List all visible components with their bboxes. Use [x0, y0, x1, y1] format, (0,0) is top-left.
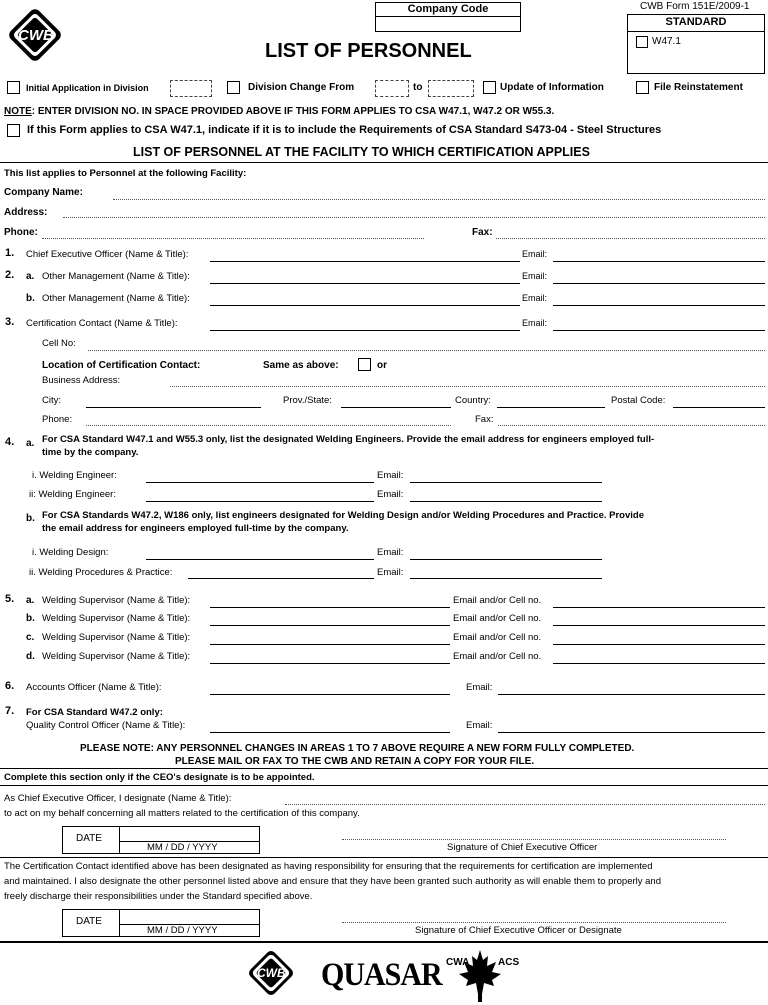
- division-change-label: Division Change From: [248, 82, 355, 93]
- welding-procedures-email-label: Email:: [377, 567, 404, 578]
- item-2a-letter: a.: [26, 271, 35, 282]
- qc-officer-field[interactable]: [210, 732, 450, 733]
- item-3-number: 3.: [5, 316, 15, 328]
- designate-line-2: to act on my behalf concerning all matters related to the certification of this company.: [4, 808, 360, 819]
- form-id: CWB Form 151E/2009-1: [640, 1, 750, 12]
- accounts-officer-field[interactable]: [210, 694, 450, 695]
- company-code-label: Company Code: [376, 3, 520, 17]
- postal-label: Postal Code:: [611, 395, 666, 406]
- welding-engineer-1-email-label: Email:: [377, 470, 404, 481]
- welding-supervisor-d-label: Welding Supervisor (Name & Title):: [42, 651, 191, 662]
- designate-date-format: MM / DD / YYYY: [147, 842, 218, 853]
- file-reinstatement-checkbox[interactable]: [636, 81, 649, 94]
- welding-design-field[interactable]: [146, 559, 374, 560]
- item-5d-letter: d.: [26, 651, 35, 662]
- other-mgmt-b-email-label: Email:: [522, 293, 548, 303]
- welding-supervisor-d-email-field[interactable]: [553, 663, 765, 664]
- contact-phone-field[interactable]: [86, 425, 451, 426]
- item-2b-letter: b.: [26, 293, 35, 304]
- ceo-date-label: DATE: [76, 916, 102, 927]
- welding-engineer-2-email-field[interactable]: [410, 501, 602, 502]
- welding-supervisor-a-email-label: Email and/or Cell no.: [453, 595, 542, 606]
- welding-engineer-2-label: ii: Welding Engineer:: [29, 489, 116, 500]
- company-code-field[interactable]: [375, 2, 521, 32]
- other-mgmt-a-email-field[interactable]: [553, 283, 765, 284]
- welding-engineer-2-field[interactable]: [146, 501, 374, 502]
- city-field[interactable]: [86, 407, 261, 408]
- responsibility-p3: freely discharge their responsibilities under the Standard specified above.: [4, 891, 313, 902]
- fax-field[interactable]: [496, 238, 765, 239]
- welding-design-email-field[interactable]: [410, 559, 602, 560]
- item-4-number: 4.: [5, 436, 15, 448]
- cwa-text: CWA: [446, 957, 470, 968]
- business-address-label: Business Address:: [42, 375, 121, 386]
- initial-application-checkbox[interactable]: [7, 81, 20, 94]
- w472-only-label: For CSA Standard W47.2 only:: [26, 707, 163, 718]
- qc-officer-email-label: Email:: [466, 720, 493, 731]
- cwb-logo: [6, 6, 64, 64]
- cert-contact-label: Certification Contact (Name & Title):: [26, 318, 178, 329]
- division-from-input[interactable]: [375, 80, 409, 97]
- country-label: Country:: [455, 395, 491, 406]
- business-address-field[interactable]: [170, 386, 765, 387]
- item-2-number: 2.: [5, 269, 15, 281]
- section-subtitle: LIST OF PERSONNEL AT THE FACILITY TO WHICH CERTIFICATION APPLIES: [133, 145, 590, 159]
- page-title: LIST OF PERSONNEL: [265, 40, 472, 62]
- to-label: to: [413, 82, 423, 93]
- division-change-checkbox[interactable]: [227, 81, 240, 94]
- standard-box: [627, 14, 765, 74]
- item-7-number: 7.: [5, 705, 15, 717]
- contact-fax-field[interactable]: [498, 425, 765, 426]
- ceo-signature-line[interactable]: [342, 922, 726, 923]
- acs-text: ACS: [498, 957, 520, 968]
- welding-supervisor-c-email-field[interactable]: [553, 644, 765, 645]
- cell-label: Cell No:: [42, 338, 76, 349]
- initial-application-label: Initial Application in Division: [26, 83, 149, 93]
- prov-field[interactable]: [341, 407, 451, 408]
- welding-supervisor-c-field[interactable]: [210, 644, 450, 645]
- postal-field[interactable]: [673, 407, 765, 408]
- division-to-input[interactable]: [428, 80, 474, 97]
- designate-signature-label: Signature of Chief Executive Officer: [447, 842, 598, 853]
- cell-field[interactable]: [88, 350, 765, 351]
- responsibility-p2: and maintained. I also designate the other personnel listed above and ensure that they have been granted such authority as will enable them to properly and: [4, 876, 661, 887]
- w471-label: W47.1: [652, 36, 681, 47]
- welding-supervisor-a-label: Welding Supervisor (Name & Title):: [42, 595, 191, 606]
- note-text: : ENTER DIVISION NO. IN SPACE PROVIDED ABOVE IF THIS FORM APPLIES TO CSA W47.1, W47.2 OR W55.3.: [31, 106, 555, 117]
- city-label: City:: [42, 395, 61, 406]
- welding-supervisor-d-field[interactable]: [210, 663, 450, 664]
- ceo-email-field[interactable]: [553, 261, 765, 262]
- file-reinstatement-label: File Reinstatement: [654, 82, 743, 93]
- ceo-signature-label: Signature of Chief Executive Officer or Designate: [415, 925, 622, 936]
- other-mgmt-b-field[interactable]: [210, 305, 520, 306]
- same-as-above-checkbox[interactable]: [358, 358, 371, 371]
- welding-engineer-2-email-label: Email:: [377, 489, 404, 500]
- contact-phone-label: Phone:: [42, 414, 73, 425]
- welding-procedures-label: ii. Welding Procedures & Practice:: [29, 567, 173, 578]
- designate-signature-line[interactable]: [342, 839, 726, 840]
- item-4b-text-2: the email address for engineers employed full-time by the company.: [42, 523, 349, 534]
- item-4a-text-2: time by the company.: [42, 447, 139, 458]
- designate-line-1: As Chief Executive Officer, I designate (Name & Title):: [4, 793, 232, 804]
- quasar-logo: QUASAR: [321, 956, 442, 993]
- cwb-logo-text: CWB: [18, 27, 54, 44]
- item-6-number: 6.: [5, 680, 15, 692]
- ceo-field[interactable]: [210, 261, 520, 262]
- accounts-officer-email-label: Email:: [466, 682, 493, 693]
- welding-supervisor-b-email-label: Email and/or Cell no.: [453, 613, 542, 624]
- update-info-label: Update of Information: [500, 82, 604, 93]
- please-note-line-1: PLEASE NOTE: ANY PERSONNEL CHANGES IN AREAS 1 TO 7 ABOVE REQUIRE A NEW FORM FULLY COMPLETED.: [80, 743, 635, 754]
- s473-label: If this Form applies to CSA W47.1, indicate if it is to include the Requirements of CSA Standard S473-04 - Steel Structures: [27, 124, 662, 136]
- ceo-email-label: Email:: [522, 249, 548, 259]
- item-4b-letter: b.: [26, 513, 35, 524]
- other-mgmt-a-email-label: Email:: [522, 271, 548, 281]
- item-5c-letter: c.: [26, 632, 35, 643]
- welding-supervisor-a-field[interactable]: [210, 607, 450, 608]
- cert-contact-email-label: Email:: [522, 318, 548, 328]
- country-field[interactable]: [497, 407, 605, 408]
- accounts-officer-label: Accounts Officer (Name & Title):: [26, 682, 162, 693]
- same-as-above-label: Same as above:: [263, 360, 339, 371]
- company-name-field[interactable]: [113, 199, 765, 200]
- welding-design-email-label: Email:: [377, 547, 404, 558]
- footer-cwb-logo: [246, 948, 296, 998]
- other-mgmt-a-label: Other Management (Name & Title):: [42, 271, 190, 282]
- contact-fax-label: Fax:: [475, 414, 494, 425]
- welding-engineer-1-email-field[interactable]: [410, 482, 602, 483]
- please-note-line-2: PLEASE MAIL OR FAX TO THE CWB AND RETAIN A COPY FOR YOUR FILE.: [175, 756, 535, 767]
- other-mgmt-a-field[interactable]: [210, 283, 520, 284]
- item-5b-letter: b.: [26, 613, 35, 624]
- designate-date-label: DATE: [76, 833, 102, 844]
- fax-label: Fax:: [472, 227, 493, 238]
- item-4b-text: For CSA Standards W47.2, W186 only, list engineers designated for Welding Design and/or Welding Procedures and Practice. Provide: [42, 510, 644, 521]
- other-mgmt-b-label: Other Management (Name & Title):: [42, 293, 190, 304]
- qc-officer-label: Quality Control Officer (Name & Title):: [26, 720, 186, 731]
- company-name-label: Company Name:: [4, 187, 83, 198]
- welding-supervisor-c-email-label: Email and/or Cell no.: [453, 632, 542, 643]
- item-5-number: 5.: [5, 593, 15, 605]
- welding-engineer-1-label: i. Welding Engineer:: [32, 470, 117, 481]
- welding-supervisor-a-email-field[interactable]: [553, 607, 765, 608]
- update-info-checkbox[interactable]: [483, 81, 496, 94]
- item-4a-text: For CSA Standard W47.1 and W55.3 only, list the designated Welding Engineers. Provide the email address for engineers employed full-: [42, 434, 655, 445]
- item-5a-letter: a.: [26, 595, 35, 606]
- welding-procedures-field[interactable]: [188, 578, 374, 579]
- or-label: or: [377, 360, 387, 371]
- address-field[interactable]: [63, 217, 765, 218]
- welding-procedures-email-field[interactable]: [410, 578, 602, 579]
- cwa-acs-logo: [446, 948, 518, 1004]
- cert-contact-email-field[interactable]: [553, 330, 765, 331]
- welding-engineer-1-field[interactable]: [146, 482, 374, 483]
- welding-supervisor-b-label: Welding Supervisor (Name & Title):: [42, 613, 191, 624]
- qc-officer-email-field[interactable]: [498, 732, 765, 733]
- other-mgmt-b-email-field[interactable]: [553, 305, 765, 306]
- note: [4, 106, 554, 117]
- cert-contact-field[interactable]: [210, 330, 520, 331]
- maple-leaf-icon: [458, 950, 502, 1002]
- ceo-label: Chief Executive Officer (Name & Title):: [26, 249, 189, 260]
- note-label: NOTE: [4, 106, 32, 117]
- item-4a-letter: a.: [26, 438, 35, 449]
- prov-label: Prov./State:: [283, 395, 332, 406]
- initial-division-input[interactable]: [170, 80, 212, 97]
- welding-supervisor-d-email-label: Email and/or Cell no.: [453, 651, 542, 662]
- welding-supervisor-b-field[interactable]: [210, 625, 450, 626]
- s473-checkbox[interactable]: [7, 124, 20, 137]
- facility-intro: This list applies to Personnel at the following Facility:: [4, 168, 247, 179]
- phone-field[interactable]: [42, 238, 424, 239]
- ceo-date-format: MM / DD / YYYY: [147, 925, 218, 936]
- phone-label: Phone:: [4, 227, 38, 238]
- w471-checkbox[interactable]: [636, 36, 648, 48]
- designate-date-box[interactable]: [62, 826, 260, 854]
- responsibility-p1: The Certification Contact identified above has been designated as having responsibility for ensuring that the requirements for certification are implemented: [4, 861, 653, 872]
- welding-supervisor-b-email-field[interactable]: [553, 625, 765, 626]
- location-label: Location of Certification Contact:: [42, 360, 201, 371]
- accounts-officer-email-field[interactable]: [498, 694, 765, 695]
- footer-cwb-text: CWB: [257, 966, 286, 980]
- standard-label: STANDARD: [665, 16, 727, 28]
- ceo-date-box[interactable]: [62, 909, 260, 937]
- address-label: Address:: [4, 207, 48, 218]
- designate-heading: Complete this section only if the CEO's designate is to be appointed.: [4, 772, 315, 783]
- welding-design-label: i. Welding Design:: [32, 547, 109, 558]
- designate-name-field[interactable]: [285, 804, 765, 805]
- welding-supervisor-c-label: Welding Supervisor (Name & Title):: [42, 632, 191, 643]
- item-1-number: 1.: [5, 247, 15, 259]
